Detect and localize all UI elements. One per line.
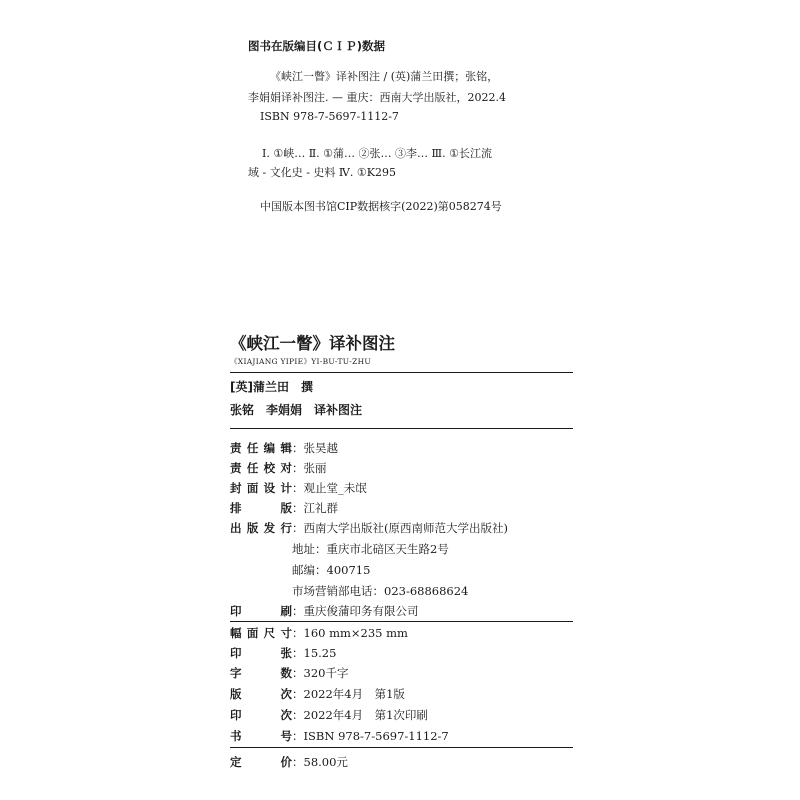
row-value: 2022年4月 第1版 xyxy=(303,687,405,701)
price-row xyxy=(230,754,348,770)
colon: ： xyxy=(292,729,304,743)
colon: ： xyxy=(292,626,304,640)
row-label: 字数 xyxy=(230,666,292,680)
colon: ： xyxy=(292,755,304,769)
row-label: 出版发行 xyxy=(230,521,292,535)
row-label: 责任校对 xyxy=(230,461,292,475)
colon: ： xyxy=(292,646,304,660)
publisher-postcode: 邮编：400715 xyxy=(292,563,371,577)
divider xyxy=(230,621,573,622)
row-label: 排版 xyxy=(230,501,292,515)
row-label: 幅面尺寸 xyxy=(230,626,292,640)
row-label: 书号 xyxy=(230,729,292,743)
colon: ： xyxy=(292,481,304,495)
price-value: 58.00元 xyxy=(303,755,348,769)
colon: ： xyxy=(292,521,304,535)
colophon-row xyxy=(230,500,338,516)
print-row xyxy=(230,625,408,641)
print-row xyxy=(230,728,449,744)
cip-line-2: 李娟娟译补图注. — 重庆：西南大学出版社，2022.4 xyxy=(248,91,506,104)
row-value: 320千字 xyxy=(303,666,349,680)
row-label: 封面设计 xyxy=(230,481,292,495)
row-label: 定价 xyxy=(230,755,292,769)
book-subtitle: 《XIAJIANG YIPIE》YI-BU-TU-ZHU xyxy=(230,357,372,366)
row-value: 160 mm×235 mm xyxy=(303,626,408,640)
print-row xyxy=(230,686,405,702)
colon: ： xyxy=(292,708,304,722)
cip-line-3: ISBN 978-7-5697-1112-7 xyxy=(260,110,399,123)
row-label: 版次 xyxy=(230,687,292,701)
row-value: 江礼群 xyxy=(303,501,338,515)
row-label: 印张 xyxy=(230,646,292,660)
colon: ： xyxy=(292,666,304,680)
row-value: 西南大学出版社(原西南师范大学出版社) xyxy=(303,521,508,535)
divider xyxy=(230,428,573,429)
colon: ： xyxy=(292,441,304,455)
colon: ： xyxy=(292,461,304,475)
colon: ： xyxy=(292,687,304,701)
row-value: 重庆俊蒲印务有限公司 xyxy=(303,604,419,618)
author-line: [英]蒲兰田 撰 xyxy=(230,380,313,394)
book-title: 《峡江一瞥》译补图注 xyxy=(230,334,395,353)
colophon-row xyxy=(230,520,508,536)
row-value: ISBN 978-7-5697-1112-7 xyxy=(303,729,449,743)
print-row xyxy=(230,603,419,619)
row-label: 责任编辑 xyxy=(230,441,292,455)
row-value: 15.25 xyxy=(303,646,337,660)
colon: ： xyxy=(292,501,304,515)
colophon-row xyxy=(230,480,367,496)
cip-line-1: 《峡江一瞥》译补图注 / (英)蒲兰田撰；张铭， xyxy=(270,70,499,83)
colophon-row xyxy=(230,440,338,456)
row-value: 张丽 xyxy=(303,461,327,475)
cip-heading: 图书在版编目(ＣＩＰ)数据 xyxy=(248,39,386,53)
print-row xyxy=(230,665,348,681)
cip-line-4: Ⅰ. ①峡… Ⅱ. ①蒲… ②张… ③李… Ⅲ. ①长江流 xyxy=(262,147,492,160)
publisher-address: 地址：重庆市北碚区天生路2号 xyxy=(292,542,449,556)
colophon-row xyxy=(230,460,327,476)
translator-line: 张铭 李娟娟 译补图注 xyxy=(230,403,363,417)
row-value: 张昊越 xyxy=(303,441,338,455)
cip-line-6: 中国版本图书馆CIP数据核字(2022)第058274号 xyxy=(260,200,502,213)
row-label: 印次 xyxy=(230,708,292,722)
divider xyxy=(230,747,573,748)
publisher-phone: 市场营销部电话：023-68868624 xyxy=(292,584,469,598)
cip-line-5: 域 - 文化史 - 史料 Ⅳ. ①K295 xyxy=(248,166,396,179)
row-label: 印刷 xyxy=(230,604,292,618)
row-value: 观止堂_未氓 xyxy=(303,481,367,495)
colon: ： xyxy=(292,604,304,618)
row-value: 2022年4月 第1次印刷 xyxy=(303,708,428,722)
print-row xyxy=(230,645,336,661)
divider xyxy=(230,372,573,373)
print-row xyxy=(230,707,428,723)
